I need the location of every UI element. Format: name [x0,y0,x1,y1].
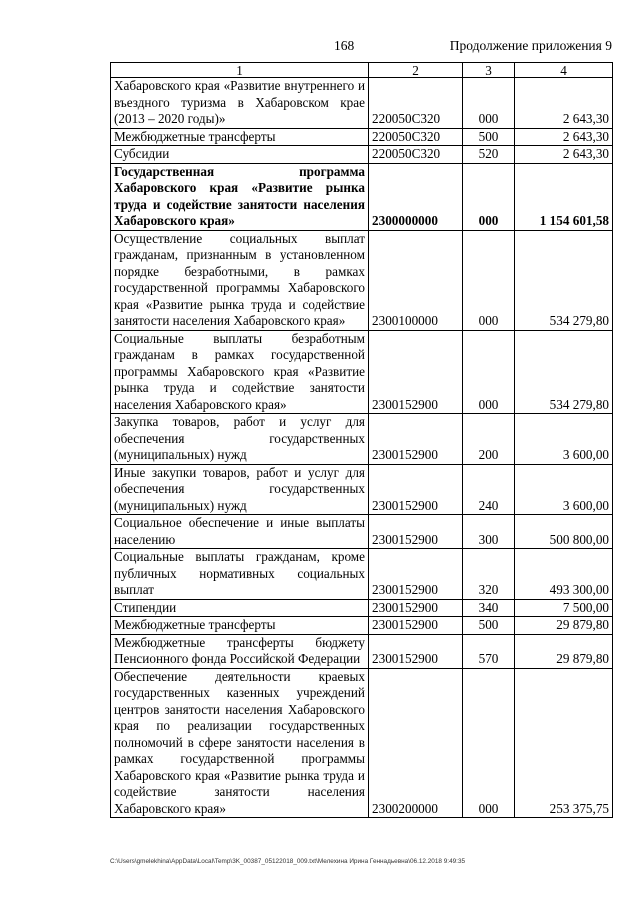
row-name-cell: Государственная программа Хабаровского края «Развитие рынка труда и содействие занятости населения Хабаровского края» [111,163,369,230]
row-amount-cell: 3 600,00 [515,414,613,465]
row-name-cell: Межбюджетные трансферты [111,128,369,146]
row-amount-cell: 534 279,80 [515,230,613,330]
table-row [111,668,613,818]
row-amount-cell: 500 800,00 [515,515,613,549]
row-expense-type-cell: 000 [463,163,515,230]
row-name-cell: Социальные выплаты безработным гражданам в рамках государственной программы Хабаровского края «Развитие рынка труда и содействие занятости населения Хабаровского края» [111,330,369,414]
row-code-cell: 2300152900 [369,414,463,465]
row-code-cell: 2300152900 [369,549,463,600]
table-row [111,599,613,617]
row-expense-type-cell: 520 [463,146,515,164]
table-row [111,230,613,330]
row-amount-cell: 1 154 601,58 [515,163,613,230]
row-name-cell: Иные закупки товаров, работ и услуг для обеспечения государственных (муниципальных) нужд [111,464,369,515]
column-number-row [111,63,613,78]
row-expense-type-cell: 000 [463,230,515,330]
row-name-cell: Социальное обеспечение и иные выплаты населению [111,515,369,549]
row-name-cell: Стипендии [111,599,369,617]
row-amount-cell: 29 879,80 [515,634,613,668]
row-name-cell: Межбюджетные трансферты [111,617,369,635]
row-code-cell: 2300152900 [369,634,463,668]
column-number-cell: 4 [515,63,613,78]
row-amount-cell: 29 879,80 [515,617,613,635]
row-name-cell: Хабаровского края «Развитие внутреннего и въездного туризма в Хабаровском крае (2013 – 2020 годы)» [111,78,369,129]
row-code-cell: 2300152900 [369,617,463,635]
table-row [111,78,613,129]
row-code-cell: 2300152900 [369,599,463,617]
row-expense-type-cell: 240 [463,464,515,515]
row-code-cell: 2300000000 [369,163,463,230]
row-code-cell: 220050С320 [369,128,463,146]
row-amount-cell: 2 643,30 [515,128,613,146]
column-number-cell: 1 [111,63,369,78]
column-number-cell: 3 [463,63,515,78]
page-number: 168 [334,38,355,53]
row-expense-type-cell: 500 [463,128,515,146]
budget-table-body [111,63,613,818]
row-amount-cell: 2 643,30 [515,78,613,129]
continuation-caption: Продолжение приложения 9 [449,38,612,53]
table-row [111,515,613,549]
row-code-cell: 2300152900 [369,464,463,515]
row-amount-cell: 253 375,75 [515,668,613,818]
row-expense-type-cell: 000 [463,668,515,818]
file-path-footer: C:\Users\gmelekhina\AppData\Local\Temp\3K_00387_05122018_009.txt\Мелехина Ирина Геннадьевна\06.12.2018 9:49:35 [110,858,466,865]
budget-table [110,62,613,818]
column-number-cell: 2 [369,63,463,78]
row-expense-type-cell: 000 [463,78,515,129]
row-name-cell: Обеспечение деятельности краевых государственных казенных учреждений центров занятости населения Хабаровского края по реализации государственных полномочий в сфере занятости населения в рамках государственной программы Хабаровского края «Развитие рынка труда и содействие занятости населения Хабаровского края» [111,668,369,818]
table-row [111,146,613,164]
row-code-cell: 2300152900 [369,330,463,414]
table-row [111,163,613,230]
row-code-cell: 2300200000 [369,668,463,818]
table-row [111,128,613,146]
row-amount-cell: 3 600,00 [515,464,613,515]
row-expense-type-cell: 500 [463,617,515,635]
table-row [111,617,613,635]
row-code-cell: 220050С320 [369,78,463,129]
row-amount-cell: 493 300,00 [515,549,613,600]
row-expense-type-cell: 000 [463,330,515,414]
row-code-cell: 2300152900 [369,515,463,549]
row-name-cell: Социальные выплаты гражданам, кроме публичных нормативных социальных выплат [111,549,369,600]
row-name-cell: Закупка товаров, работ и услуг для обеспечения государственных (муниципальных) нужд [111,414,369,465]
row-name-cell: Межбюджетные трансферты бюджету Пенсионного фонда Российской Федерации [111,634,369,668]
row-code-cell: 220050С320 [369,146,463,164]
row-code-cell: 2300100000 [369,230,463,330]
row-expense-type-cell: 570 [463,634,515,668]
table-row [111,330,613,414]
row-expense-type-cell: 200 [463,414,515,465]
row-expense-type-cell: 320 [463,549,515,600]
table-row [111,464,613,515]
row-name-cell: Субсидии [111,146,369,164]
table-row [111,414,613,465]
row-name-cell: Осуществление социальных выплат гражданам, признанным в установленном порядке безработными, в рамках государственной программы Хабаровского края «Развитие рынка труда и содействие занятости населения Хабаровского края» [111,230,369,330]
row-amount-cell: 534 279,80 [515,330,613,414]
row-amount-cell: 7 500,00 [515,599,613,617]
table-row [111,549,613,600]
table-row [111,634,613,668]
row-expense-type-cell: 340 [463,599,515,617]
row-expense-type-cell: 300 [463,515,515,549]
row-amount-cell: 2 643,30 [515,146,613,164]
